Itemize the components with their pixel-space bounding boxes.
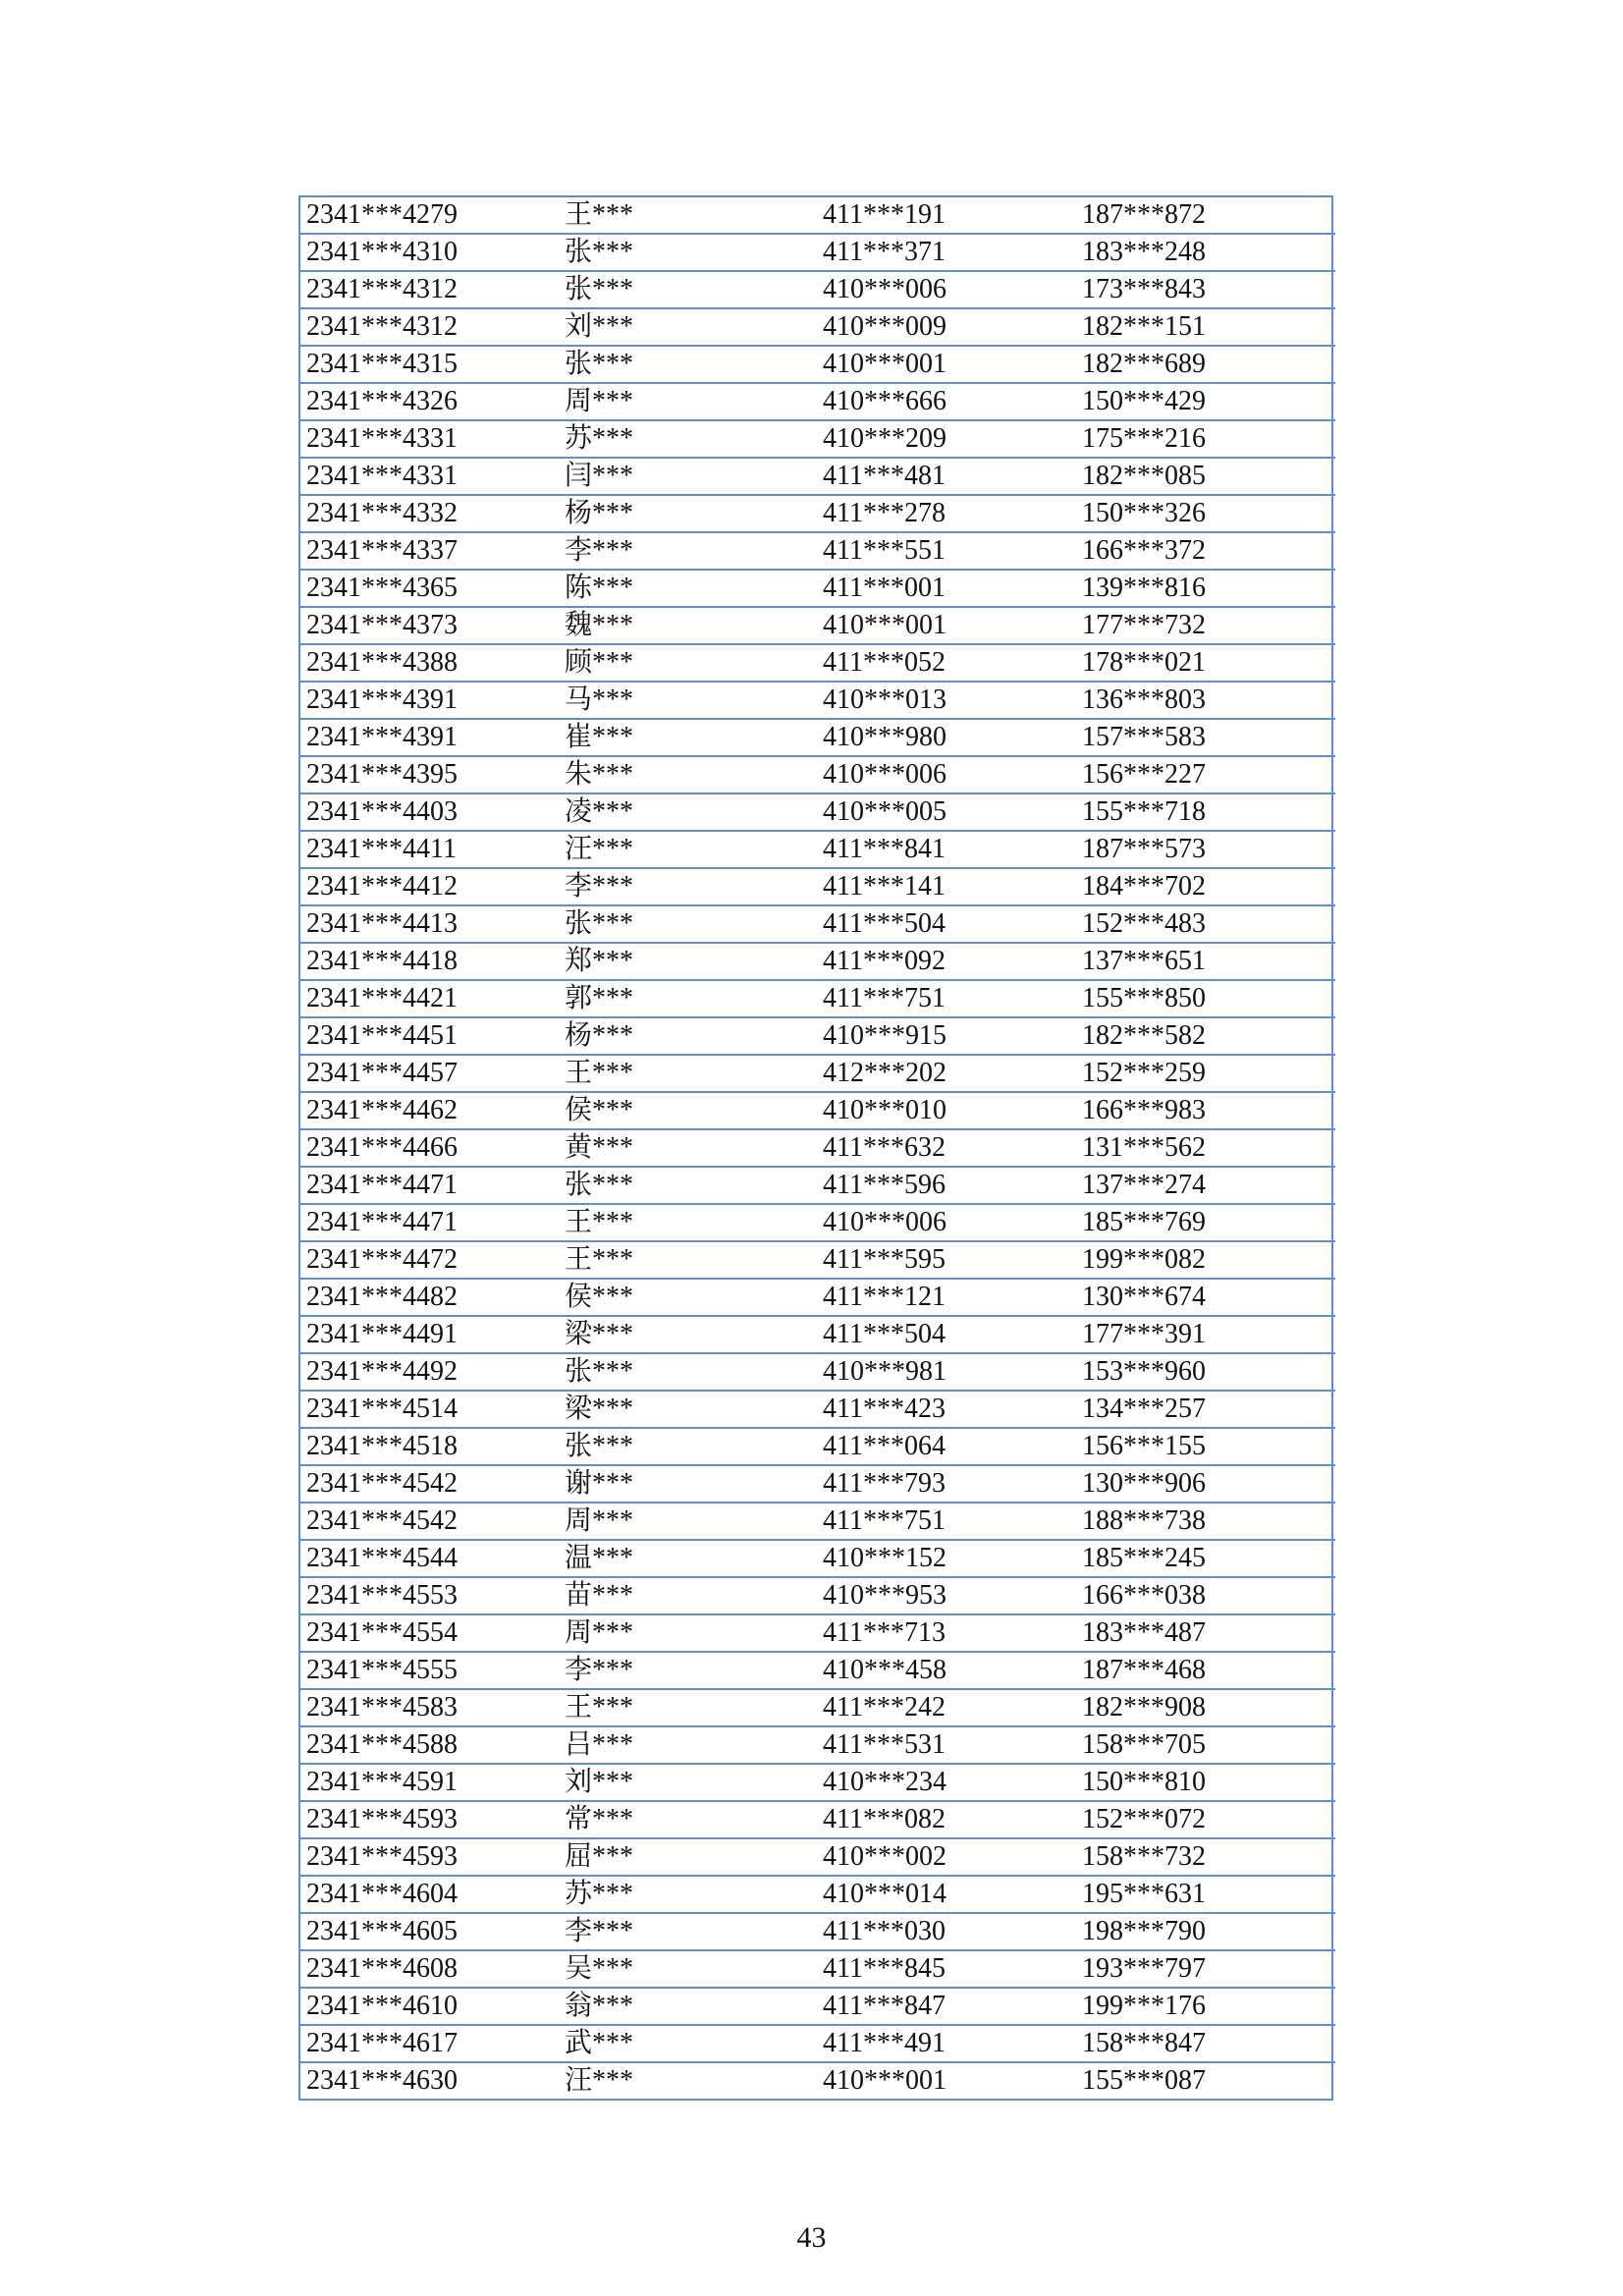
name-cell: 侯***	[559, 1279, 817, 1316]
exam-id-cell: 2341***4451	[300, 1017, 559, 1055]
exam-id-cell: 2341***4555	[300, 1652, 559, 1689]
name-cell: 王***	[559, 1241, 817, 1279]
table-row	[300, 346, 1335, 383]
name-cell: 郑***	[559, 943, 817, 980]
phone-cell: 152***072	[1076, 1801, 1335, 1838]
name-cell: 武***	[559, 2025, 817, 2062]
table-row	[300, 1652, 1335, 1689]
id-number-cell: 411***001	[817, 570, 1076, 607]
id-number-cell: 411***504	[817, 1316, 1076, 1353]
table-row	[300, 980, 1335, 1017]
id-number-cell: 410***953	[817, 1577, 1076, 1614]
table-row	[300, 644, 1335, 682]
exam-id-cell: 2341***4630	[306, 2065, 458, 2096]
exam-id-cell: 2341***4491	[300, 1316, 559, 1353]
phone-cell: 137***274	[1076, 1167, 1335, 1204]
name-cell: 常***	[559, 1801, 817, 1838]
table-row	[300, 1316, 1335, 1353]
phone-cell: 182***085	[1076, 458, 1335, 495]
phone-cell: 185***245	[1076, 1540, 1335, 1577]
table-row	[300, 1801, 1335, 1838]
exam-id-cell: 2341***4411	[300, 831, 559, 868]
name-cell: 黄***	[559, 1129, 817, 1167]
exam-id-cell: 2341***4544	[300, 1540, 559, 1577]
id-number-cell: 410***002	[817, 1838, 1076, 1876]
phone-cell: 166***983	[1076, 1092, 1335, 1129]
name-cell: 李***	[559, 868, 817, 905]
id-number-cell: 411***092	[817, 943, 1076, 980]
phone-cell: 182***582	[1076, 1017, 1335, 1055]
exam-id-cell: 2341***4391	[300, 719, 559, 756]
table-row	[300, 1913, 1335, 1950]
table-row	[300, 1503, 1335, 1540]
id-number-cell: 411***504	[817, 905, 1076, 943]
phone-cell: 199***176	[1076, 1988, 1335, 2025]
id-number-cell: 411***030	[817, 1913, 1076, 1950]
id-number-cell: 411***121	[817, 1279, 1076, 1316]
name-cell: 凌***	[559, 793, 817, 831]
exam-id-cell: 2341***4412	[300, 868, 559, 905]
id-number-cell: 411***793	[817, 1465, 1076, 1503]
phone-cell: 157***583	[1076, 719, 1335, 756]
table-row	[300, 1614, 1335, 1652]
table-row	[300, 458, 1335, 495]
exam-id-cell: 2341***4554	[300, 1614, 559, 1652]
name-cell: 朱***	[559, 756, 817, 793]
phone-cell: 199***082	[1076, 1241, 1335, 1279]
id-number-cell: 411***632	[817, 1129, 1076, 1167]
exam-id-cell: 2341***4617	[300, 2025, 559, 2062]
id-number-cell: 411***531	[817, 1726, 1076, 1764]
id-number-cell: 411***491	[817, 2025, 1076, 2062]
name-cell: 王***	[559, 1689, 817, 1726]
id-number-cell: 411***595	[817, 1241, 1076, 1279]
id-number-cell: 410***001	[817, 607, 1076, 644]
exam-id-cell: 2341***4462	[300, 1092, 559, 1129]
name-cell: 李***	[559, 1913, 817, 1950]
phone-cell: 185***769	[1076, 1204, 1335, 1241]
name-cell: 温***	[559, 1540, 817, 1577]
id-number-cell: 411***371	[817, 234, 1076, 271]
table-row	[300, 495, 1335, 532]
name-cell: 王***	[559, 197, 817, 234]
table-row	[300, 868, 1335, 905]
phone-cell: 187***573	[1076, 831, 1335, 868]
name-cell: 张***	[559, 1353, 817, 1391]
table-row	[300, 943, 1335, 980]
phone-cell: 130***906	[1076, 1465, 1335, 1503]
id-number-cell: 411***052	[817, 644, 1076, 682]
name-cell: 周***	[559, 1614, 817, 1652]
table-row	[300, 831, 1335, 868]
name-cell: 张***	[559, 234, 817, 271]
exam-id-cell: 2341***4553	[300, 1577, 559, 1614]
exam-id-cell: 2341***4608	[300, 1950, 559, 1988]
name-cell: 崔***	[559, 719, 817, 756]
exam-id-cell: 2341***4337	[300, 532, 559, 570]
exam-id-cell: 2341***4457	[300, 1055, 559, 1092]
exam-id-cell: 2341***4331	[300, 420, 559, 458]
phone-cell: 131***562	[1076, 1129, 1335, 1167]
page-number: 43	[796, 2221, 827, 2254]
name-cell: 吕***	[559, 1726, 817, 1764]
id-number-cell: 410***234	[817, 1764, 1076, 1801]
id-number-cell: 410***209	[817, 420, 1076, 458]
name-cell: 魏***	[559, 607, 817, 644]
exam-id-cell: 2341***4403	[300, 793, 559, 831]
table-row	[300, 1129, 1335, 1167]
phone-cell: 156***155	[1076, 1428, 1335, 1465]
phone-cell: 183***248	[1076, 234, 1335, 271]
phone-cell: 175***216	[1076, 420, 1335, 458]
table-row	[300, 532, 1335, 570]
name-cell: 梁***	[559, 1316, 817, 1353]
table-row	[300, 271, 1335, 308]
id-number-cell: 411***242	[817, 1689, 1076, 1726]
name-cell: 郭***	[559, 980, 817, 1017]
phone-cell: 152***259	[1076, 1055, 1335, 1092]
name-cell: 杨***	[559, 495, 817, 532]
table-row	[300, 1577, 1335, 1614]
id-number-cell: 411***278	[817, 495, 1076, 532]
table-row	[300, 1017, 1335, 1055]
id-number-cell: 411***596	[817, 1167, 1076, 1204]
table-row	[300, 1204, 1335, 1241]
exam-id-cell: 2341***4471	[300, 1204, 559, 1241]
table-row	[300, 1838, 1335, 1876]
id-number-cell: 410***001	[817, 346, 1076, 383]
id-number-cell: 411***847	[817, 1988, 1076, 2025]
phone-cell: 155***718	[1076, 793, 1335, 831]
name-cell: 吴***	[559, 1950, 817, 1988]
exam-id-cell: 2341***4492	[300, 1353, 559, 1391]
phone-cell: 182***689	[1076, 346, 1335, 383]
phone-cell: 187***468	[1076, 1652, 1335, 1689]
phone-cell: 156***227	[1076, 756, 1335, 793]
exam-id-cell: 2341***4279	[300, 197, 559, 234]
phone-cell: 155***087	[1082, 2065, 1206, 2096]
table-row	[300, 1167, 1335, 1204]
phone-cell: 173***843	[1076, 271, 1335, 308]
phone-cell: 150***810	[1076, 1764, 1335, 1801]
phone-cell: 136***803	[1076, 682, 1335, 719]
name-cell: 李***	[559, 1652, 817, 1689]
exam-id-cell: 2341***4542	[300, 1503, 559, 1540]
phone-cell: 158***705	[1076, 1726, 1335, 1764]
name-cell: 周***	[559, 383, 817, 420]
table-row	[300, 2025, 1335, 2062]
exam-id-cell: 2341***4312	[300, 308, 559, 346]
name-cell: 侯***	[559, 1092, 817, 1129]
phone-cell: 198***790	[1076, 1913, 1335, 1950]
id-number-cell: 410***005	[817, 793, 1076, 831]
table-row	[300, 1764, 1335, 1801]
id-number-cell: 411***082	[817, 1801, 1076, 1838]
name-cell: 陈***	[559, 570, 817, 607]
id-number-cell: 411***423	[817, 1391, 1076, 1428]
id-number-cell: 411***064	[817, 1428, 1076, 1465]
id-number-cell: 410***009	[817, 308, 1076, 346]
table-row	[300, 383, 1335, 420]
name-cell: 闫***	[559, 458, 817, 495]
table-row	[300, 1540, 1335, 1577]
phone-cell: 166***038	[1076, 1577, 1335, 1614]
phone-cell: 187***872	[1076, 197, 1335, 234]
id-number-cell: 411***751	[817, 1503, 1076, 1540]
table-row	[300, 420, 1335, 458]
name-cell: 王***	[559, 1055, 817, 1092]
phone-cell: 177***391	[1076, 1316, 1335, 1353]
id-number-cell: 411***713	[817, 1614, 1076, 1652]
table-row	[300, 1876, 1335, 1913]
name-cell: 顾***	[559, 644, 817, 682]
id-number-cell: 410***981	[817, 1353, 1076, 1391]
name-cell: 张***	[559, 346, 817, 383]
name-cell: 刘***	[559, 1764, 817, 1801]
table-row	[300, 1353, 1335, 1391]
exam-id-cell: 2341***4514	[300, 1391, 559, 1428]
name-cell: 屈***	[559, 1838, 817, 1876]
name-cell: 刘***	[559, 308, 817, 346]
exam-id-cell: 2341***4588	[300, 1726, 559, 1764]
name-cell: 张***	[559, 905, 817, 943]
name-cell: 李***	[559, 532, 817, 570]
phone-cell: 182***151	[1076, 308, 1335, 346]
phone-cell: 152***483	[1076, 905, 1335, 943]
phone-cell: 182***908	[1076, 1689, 1335, 1726]
table-row	[300, 1279, 1335, 1316]
exam-id-cell: 2341***4326	[300, 383, 559, 420]
exam-id-cell: 2341***4418	[300, 943, 559, 980]
exam-id-cell: 2341***4583	[300, 1689, 559, 1726]
id-number-cell: 410***915	[817, 1017, 1076, 1055]
id-number-cell: 411***481	[817, 458, 1076, 495]
phone-cell: 137***651	[1076, 943, 1335, 980]
phone-cell: 177***732	[1076, 607, 1335, 644]
phone-cell: 166***372	[1076, 532, 1335, 570]
exam-id-cell: 2341***4312	[300, 271, 559, 308]
name-cell: 汪***	[559, 831, 817, 868]
exam-id-cell: 2341***4413	[300, 905, 559, 943]
exam-id-cell: 2341***4591	[300, 1764, 559, 1801]
exam-id-cell: 2341***4332	[300, 495, 559, 532]
exam-id-cell: 2341***4518	[300, 1428, 559, 1465]
phone-cell: 150***326	[1076, 495, 1335, 532]
exam-id-cell: 2341***4472	[300, 1241, 559, 1279]
exam-id-cell: 2341***4315	[300, 346, 559, 383]
name-cell: 杨***	[559, 1017, 817, 1055]
table-row	[300, 570, 1335, 607]
name-cell: 马***	[559, 682, 817, 719]
table-row	[300, 1428, 1335, 1465]
phone-cell: 193***797	[1076, 1950, 1335, 1988]
id-number-cell: 410***152	[817, 1540, 1076, 1577]
exam-id-cell: 2341***4610	[300, 1988, 559, 2025]
name-cell: 谢***	[559, 1465, 817, 1503]
id-number-cell: 411***191	[817, 197, 1076, 234]
id-number-cell: 410***980	[817, 719, 1076, 756]
table-row	[300, 607, 1335, 644]
exam-id-cell: 2341***4331	[300, 458, 559, 495]
name-cell: 张***	[559, 1167, 817, 1204]
name-cell: 汪***	[565, 2065, 634, 2096]
table-row	[300, 1465, 1335, 1503]
exam-id-cell: 2341***4466	[300, 1129, 559, 1167]
name-cell: 翁***	[559, 1988, 817, 2025]
id-number-cell: 410***006	[817, 756, 1076, 793]
id-number-cell: 411***551	[817, 532, 1076, 570]
table-row	[300, 234, 1335, 271]
exam-id-cell: 2341***4482	[300, 1279, 559, 1316]
phone-cell: 188***738	[1076, 1503, 1335, 1540]
exam-id-cell: 2341***4593	[300, 1838, 559, 1876]
id-number-cell: 410***666	[817, 383, 1076, 420]
exam-id-cell: 2341***4604	[300, 1876, 559, 1913]
phone-cell: 139***816	[1076, 570, 1335, 607]
table-row	[300, 682, 1335, 719]
name-cell: 周***	[559, 1503, 817, 1540]
table-row	[300, 2062, 1335, 2099]
exam-id-cell: 2341***4388	[300, 644, 559, 682]
phone-cell: 178***021	[1076, 644, 1335, 682]
exam-id-cell: 2341***4395	[300, 756, 559, 793]
id-number-cell: 411***141	[817, 868, 1076, 905]
phone-cell: 158***732	[1076, 1838, 1335, 1876]
exam-id-cell: 2341***4391	[300, 682, 559, 719]
id-number-cell: 410***010	[817, 1092, 1076, 1129]
id-number-cell: 412***202	[817, 1055, 1076, 1092]
exam-id-cell: 2341***4542	[300, 1465, 559, 1503]
table-row	[300, 756, 1335, 793]
name-cell: 梁***	[559, 1391, 817, 1428]
name-cell: 王***	[559, 1204, 817, 1241]
table-row	[300, 1988, 1335, 2025]
name-cell: 苏***	[559, 420, 817, 458]
phone-cell: 150***429	[1076, 383, 1335, 420]
exam-id-cell: 2341***4365	[300, 570, 559, 607]
phone-cell: 153***960	[1076, 1353, 1335, 1391]
phone-cell: 130***674	[1076, 1279, 1335, 1316]
name-cell: 苗***	[559, 1577, 817, 1614]
phone-cell: 195***631	[1076, 1876, 1335, 1913]
table-row	[300, 1726, 1335, 1764]
exam-id-cell: 2341***4605	[300, 1913, 559, 1950]
phone-cell: 183***487	[1076, 1614, 1335, 1652]
table-row	[300, 1391, 1335, 1428]
table-row	[300, 197, 1335, 234]
exam-id-cell: 2341***4593	[300, 1801, 559, 1838]
id-number-cell: 410***013	[817, 682, 1076, 719]
id-number-cell: 410***014	[817, 1876, 1076, 1913]
name-cell: 苏***	[559, 1876, 817, 1913]
table-row	[300, 793, 1335, 831]
table-row	[300, 905, 1335, 943]
phone-cell: 158***847	[1076, 2025, 1335, 2062]
id-number-cell: 411***845	[817, 1950, 1076, 1988]
table-body	[300, 197, 1335, 2099]
id-number-cell: 410***006	[817, 1204, 1076, 1241]
name-cell: 张***	[559, 1428, 817, 1465]
data-table-container	[298, 195, 1333, 2101]
table-row	[300, 719, 1335, 756]
table-row	[300, 1241, 1335, 1279]
id-number-cell: 410***458	[817, 1652, 1076, 1689]
phone-cell: 155***850	[1076, 980, 1335, 1017]
exam-id-cell: 2341***4310	[300, 234, 559, 271]
table-row	[300, 1950, 1335, 1988]
table-row	[300, 1689, 1335, 1726]
id-number-cell: 411***751	[817, 980, 1076, 1017]
table-row	[300, 1092, 1335, 1129]
phone-cell: 184***702	[1076, 868, 1335, 905]
data-table	[300, 197, 1335, 2099]
id-number-cell: 410***001	[823, 2065, 947, 2096]
id-number-cell: 410***006	[817, 271, 1076, 308]
name-cell: 张***	[559, 271, 817, 308]
table-row	[300, 308, 1335, 346]
phone-cell: 134***257	[1076, 1391, 1335, 1428]
id-number-cell: 411***841	[817, 831, 1076, 868]
exam-id-cell: 2341***4421	[300, 980, 559, 1017]
exam-id-cell: 2341***4373	[300, 607, 559, 644]
exam-id-cell: 2341***4471	[300, 1167, 559, 1204]
table-row	[300, 1055, 1335, 1092]
